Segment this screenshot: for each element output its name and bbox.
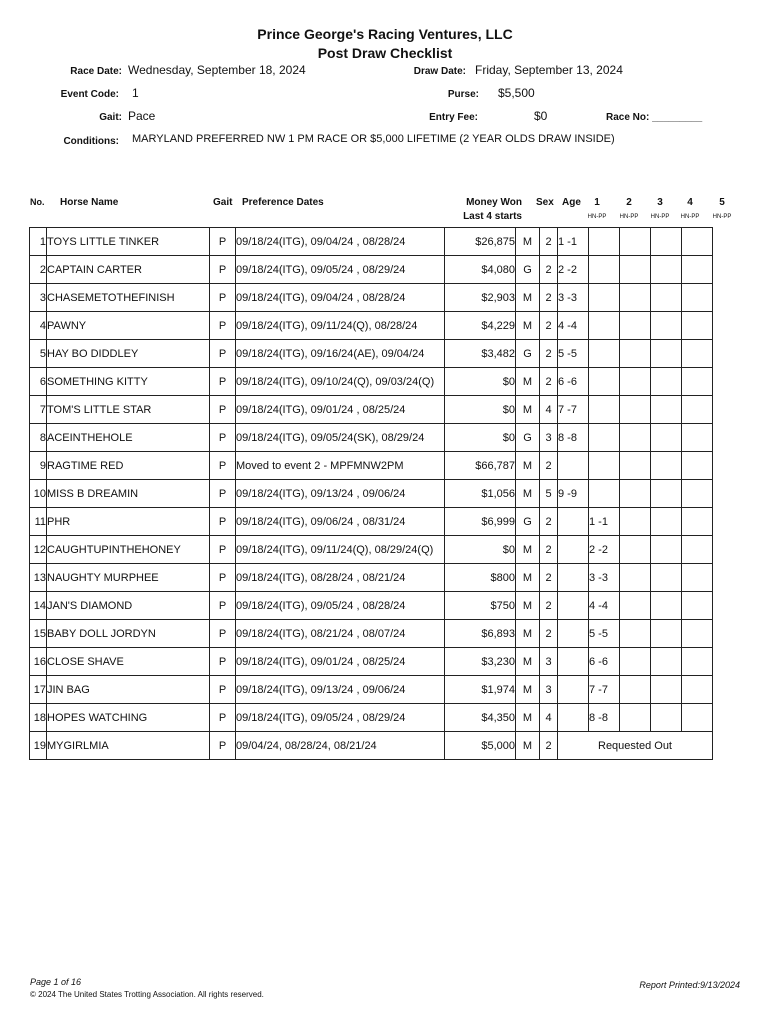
hn-pp-cell-5: [682, 704, 713, 732]
col-5-subheader: HN-PP: [712, 214, 732, 220]
preference-dates: 09/18/24(ITG), 09/11/24(Q), 08/29/24(Q): [236, 536, 445, 564]
hn-pp-cell-4: [651, 620, 682, 648]
gait-cell: P: [210, 536, 236, 564]
preference-dates: 09/18/24(ITG), 09/05/24 , 08/29/24: [236, 256, 445, 284]
hn-pp-cell-2: [589, 256, 620, 284]
horse-name: CAPTAIN CARTER: [47, 256, 210, 284]
col-2-subheader: HN-PP: [619, 214, 639, 220]
hn-pp-cell-1: [558, 704, 589, 732]
gait-cell: P: [210, 396, 236, 424]
preference-dates: 09/18/24(ITG), 08/28/24 , 08/21/24: [236, 564, 445, 592]
horse-name: BABY DOLL JORDYN: [47, 620, 210, 648]
hn-pp-cell-5: [682, 676, 713, 704]
hn-pp-cell-2: [589, 340, 620, 368]
row-number: 1: [30, 228, 47, 256]
sex-cell: M: [516, 536, 540, 564]
hn-pp-cell-3: [620, 564, 651, 592]
age-cell: 2: [540, 508, 558, 536]
horse-name: NAUGHTY MURPHEE: [47, 564, 210, 592]
hn-pp-cell-2: 3 -3: [589, 564, 620, 592]
hn-pp-cell-4: [651, 508, 682, 536]
sex-cell: M: [516, 620, 540, 648]
conditions-label: Conditions:: [63, 136, 119, 147]
sex-cell: M: [516, 732, 540, 760]
money-won: $4,080: [445, 256, 516, 284]
age-cell: 2: [540, 452, 558, 480]
hn-pp-cell-3: [620, 228, 651, 256]
hn-pp-cell-2: [589, 228, 620, 256]
hn-pp-cell-4: [651, 368, 682, 396]
hn-pp-cell-4: [651, 424, 682, 452]
horse-name: MYGIRLMIA: [47, 732, 210, 760]
money-won: $6,893: [445, 620, 516, 648]
hn-pp-cell-4: [651, 452, 682, 480]
hn-pp-cell-2: 6 -6: [589, 648, 620, 676]
money-won: $0: [445, 368, 516, 396]
hn-pp-cell-1: 6 -6: [558, 368, 589, 396]
row-number: 6: [30, 368, 47, 396]
money-won: $3,230: [445, 648, 516, 676]
row-number: 3: [30, 284, 47, 312]
preference-dates: 09/18/24(ITG), 09/16/24(AE), 09/04/24: [236, 340, 445, 368]
table-row: [30, 508, 713, 536]
preference-dates: 09/04/24, 08/28/24, 08/21/24: [236, 732, 445, 760]
table-row: [30, 312, 713, 340]
preference-dates: 09/18/24(ITG), 09/04/24 , 08/28/24: [236, 228, 445, 256]
hn-pp-cell-4: [651, 312, 682, 340]
hn-pp-cell-1: 8 -8: [558, 424, 589, 452]
hn-pp-cell-2: [589, 396, 620, 424]
hn-pp-cell-5: [682, 284, 713, 312]
hn-pp-cell-3: [620, 536, 651, 564]
hn-pp-cell-1: 3 -3: [558, 284, 589, 312]
preference-dates: 09/18/24(ITG), 09/13/24 , 09/06/24: [236, 676, 445, 704]
money-won: $4,350: [445, 704, 516, 732]
hn-pp-cell-3: [620, 284, 651, 312]
entries-table: [29, 227, 713, 760]
age-cell: 2: [540, 228, 558, 256]
money-won: $750: [445, 592, 516, 620]
table-row: [30, 228, 713, 256]
money-won: $1,056: [445, 480, 516, 508]
hn-pp-cell-4: [651, 592, 682, 620]
table-row: [30, 452, 713, 480]
sex-cell: M: [516, 452, 540, 480]
entries-table-body: [30, 228, 713, 760]
age-cell: 4: [540, 704, 558, 732]
hn-pp-cell-1: [558, 592, 589, 620]
table-row: [30, 648, 713, 676]
draw-date-label: Draw Date:: [413, 66, 466, 77]
hn-pp-cell-3: [620, 396, 651, 424]
money-won: $3,482: [445, 340, 516, 368]
row-number: 5: [30, 340, 47, 368]
sex-cell: G: [516, 508, 540, 536]
page-number: Page 1 of 16: [30, 977, 82, 987]
sex-cell: M: [516, 396, 540, 424]
age-cell: 2: [540, 564, 558, 592]
row-number: 13: [30, 564, 47, 592]
money-won: $6,999: [445, 508, 516, 536]
gait-cell: P: [210, 620, 236, 648]
row-number: 7: [30, 396, 47, 424]
organization-title: Prince George's Racing Ventures, LLC: [257, 26, 513, 42]
gait-cell: P: [210, 424, 236, 452]
preference-dates: 09/18/24(ITG), 09/11/24(Q), 08/28/24: [236, 312, 445, 340]
hn-pp-cell-3: [620, 480, 651, 508]
hn-pp-cell-5: [682, 592, 713, 620]
hn-pp-cell-2: [589, 480, 620, 508]
table-row: [30, 592, 713, 620]
table-row: [30, 732, 713, 760]
hn-pp-cell-1: 7 -7: [558, 396, 589, 424]
hn-pp-cell-1: 9 -9: [558, 480, 589, 508]
sex-cell: M: [516, 284, 540, 312]
preference-dates: 09/18/24(ITG), 09/10/24(Q), 09/03/24(Q): [236, 368, 445, 396]
table-row: [30, 620, 713, 648]
col-money-header: Money Won: [466, 197, 522, 208]
row-number: 15: [30, 620, 47, 648]
hn-pp-cell-1: [558, 564, 589, 592]
age-cell: 3: [540, 676, 558, 704]
table-row: [30, 424, 713, 452]
hn-pp-cell-1: [558, 536, 589, 564]
preference-dates: 09/18/24(ITG), 09/05/24(SK), 08/29/24: [236, 424, 445, 452]
age-cell: 3: [540, 424, 558, 452]
money-won: $5,000: [445, 732, 516, 760]
age-cell: 2: [540, 732, 558, 760]
row-number: 4: [30, 312, 47, 340]
row-number: 9: [30, 452, 47, 480]
hn-pp-cell-5: [682, 340, 713, 368]
sex-cell: M: [516, 648, 540, 676]
race-date-label: Race Date:: [70, 66, 122, 77]
preference-dates: 09/18/24(ITG), 09/13/24 , 09/06/24: [236, 480, 445, 508]
horse-name: ACEINTHEHOLE: [47, 424, 210, 452]
age-cell: 2: [540, 536, 558, 564]
hn-pp-cell-4: [651, 284, 682, 312]
hn-pp-cell-3: [620, 452, 651, 480]
horse-name: PHR: [47, 508, 210, 536]
horse-name: CHASEMETOTHEFINISH: [47, 284, 210, 312]
hn-pp-cell-1: [558, 452, 589, 480]
hn-pp-cell-5: [682, 480, 713, 508]
entry-fee-label: Entry Fee:: [429, 112, 478, 123]
money-won: $2,903: [445, 284, 516, 312]
col-1-header: 1: [594, 197, 600, 208]
hn-pp-cell-3: [620, 648, 651, 676]
sex-cell: G: [516, 340, 540, 368]
purse-value: $5,500: [498, 86, 535, 100]
hn-pp-cell-1: [558, 508, 589, 536]
table-row: [30, 676, 713, 704]
hn-pp-cell-5: [682, 312, 713, 340]
hn-pp-cell-4: [651, 256, 682, 284]
gait-cell: P: [210, 704, 236, 732]
row-number: 16: [30, 648, 47, 676]
hn-pp-cell-1: [558, 620, 589, 648]
sex-cell: M: [516, 592, 540, 620]
sex-cell: M: [516, 480, 540, 508]
hn-pp-cell-5: [682, 564, 713, 592]
money-won: $4,229: [445, 312, 516, 340]
money-won: $800: [445, 564, 516, 592]
gait-cell: P: [210, 648, 236, 676]
table-row: [30, 256, 713, 284]
money-won: $1,974: [445, 676, 516, 704]
gait-cell: P: [210, 340, 236, 368]
table-row: [30, 564, 713, 592]
gait-cell: P: [210, 256, 236, 284]
horse-name: HAY BO DIDDLEY: [47, 340, 210, 368]
age-cell: 2: [540, 620, 558, 648]
sex-cell: M: [516, 704, 540, 732]
horse-name: SOMETHING KITTY: [47, 368, 210, 396]
money-won: $26,875: [445, 228, 516, 256]
hn-pp-cell-3: [620, 312, 651, 340]
age-cell: 5: [540, 480, 558, 508]
sex-cell: M: [516, 564, 540, 592]
horse-name: TOM'S LITTLE STAR: [47, 396, 210, 424]
row-number: 12: [30, 536, 47, 564]
hn-pp-cell-5: [682, 396, 713, 424]
money-won: $0: [445, 536, 516, 564]
race-date-value: Wednesday, September 18, 2024: [128, 63, 306, 77]
hn-pp-cell-3: [620, 620, 651, 648]
hn-pp-cell-2: [589, 368, 620, 396]
hn-pp-cell-2: [589, 312, 620, 340]
sex-cell: G: [516, 424, 540, 452]
gait-cell: P: [210, 732, 236, 760]
hn-pp-cell-1: 2 -2: [558, 256, 589, 284]
col-4-subheader: HN-PP: [680, 214, 700, 220]
hn-pp-cell-4: [651, 340, 682, 368]
hn-pp-cell-2: 2 -2: [589, 536, 620, 564]
hn-pp-cell-3: [620, 368, 651, 396]
hn-pp-cell-4: [651, 228, 682, 256]
horse-name: CAUGHTUPINTHEHONEY: [47, 536, 210, 564]
gait-cell: P: [210, 564, 236, 592]
preference-dates: 09/18/24(ITG), 09/01/24 , 08/25/24: [236, 396, 445, 424]
col-4-header: 4: [687, 197, 693, 208]
horse-name: JAN'S DIAMOND: [47, 592, 210, 620]
hn-pp-cell-5: [682, 452, 713, 480]
entry-fee-value: $0: [534, 109, 548, 123]
gait-cell: P: [210, 312, 236, 340]
horse-name: JIN BAG: [47, 676, 210, 704]
money-won: $0: [445, 396, 516, 424]
hn-pp-cell-3: [620, 676, 651, 704]
col-1-subheader: HN-PP: [587, 214, 607, 220]
hn-pp-cell-4: [651, 648, 682, 676]
hn-pp-cell-2: 7 -7: [589, 676, 620, 704]
money-won: $66,787: [445, 452, 516, 480]
hn-pp-cell-2: 4 -4: [589, 592, 620, 620]
event-code-label: Event Code:: [60, 89, 119, 100]
col-3-header: 3: [657, 197, 663, 208]
row-number: 11: [30, 508, 47, 536]
event-code-value: 1: [132, 86, 139, 100]
age-cell: 4: [540, 396, 558, 424]
row-number: 17: [30, 676, 47, 704]
copyright-notice: © 2024 The United States Trotting Association. All rights reserved.: [30, 990, 264, 999]
gait-cell: P: [210, 368, 236, 396]
horse-name: MISS B DREAMIN: [47, 480, 210, 508]
hn-pp-cell-2: [589, 452, 620, 480]
col-pref-header: Preference Dates: [242, 197, 324, 208]
gait-label: Gait:: [99, 112, 122, 123]
preference-dates: 09/18/24(ITG), 09/05/24 , 08/29/24: [236, 704, 445, 732]
col-2-header: 2: [626, 197, 632, 208]
hn-pp-cell-1: 1 -1: [558, 228, 589, 256]
row-number: 8: [30, 424, 47, 452]
hn-pp-cell-4: [651, 564, 682, 592]
col-money-subheader: Last 4 starts: [463, 211, 522, 222]
gait-cell: P: [210, 480, 236, 508]
col-sex-header: Sex: [536, 197, 554, 208]
age-cell: 2: [540, 312, 558, 340]
gait-cell: P: [210, 452, 236, 480]
row-number: 2: [30, 256, 47, 284]
gait-cell: P: [210, 508, 236, 536]
preference-dates: 09/18/24(ITG), 08/21/24 , 08/07/24: [236, 620, 445, 648]
table-row: [30, 536, 713, 564]
age-cell: 3: [540, 648, 558, 676]
hn-pp-cell-3: [620, 592, 651, 620]
row-number: 19: [30, 732, 47, 760]
hn-pp-cell-3: [620, 704, 651, 732]
hn-pp-cell-2: [589, 424, 620, 452]
hn-pp-cell-3: [620, 256, 651, 284]
age-cell: 2: [540, 368, 558, 396]
page-title: Post Draw Checklist: [317, 45, 453, 61]
row-number: 18: [30, 704, 47, 732]
preference-dates: 09/18/24(ITG), 09/06/24 , 08/31/24: [236, 508, 445, 536]
hn-pp-cell-5: [682, 536, 713, 564]
hn-pp-cell-5: [682, 648, 713, 676]
hn-pp-cell-2: 1 -1: [589, 508, 620, 536]
hn-pp-cell-4: [651, 704, 682, 732]
horse-name: PAWNY: [47, 312, 210, 340]
hn-pp-cell-5: [682, 424, 713, 452]
race-no-field: Race No: _________: [606, 112, 703, 123]
sex-cell: M: [516, 368, 540, 396]
sex-cell: M: [516, 228, 540, 256]
conditions-value: MARYLAND PREFERRED NW 1 PM RACE OR $5,000 LIFETIME (2 YEAR OLDS DRAW INSIDE): [132, 133, 615, 145]
table-row: [30, 284, 713, 312]
row-number: 10: [30, 480, 47, 508]
hn-pp-cell-3: [620, 508, 651, 536]
hn-pp-cell-4: [651, 480, 682, 508]
money-won: $0: [445, 424, 516, 452]
preference-dates: 09/18/24(ITG), 09/01/24 , 08/25/24: [236, 648, 445, 676]
sex-cell: G: [516, 256, 540, 284]
age-cell: 2: [540, 340, 558, 368]
purse-label: Purse:: [447, 89, 479, 100]
sex-cell: M: [516, 312, 540, 340]
table-row: [30, 704, 713, 732]
hn-pp-cell-2: 8 -8: [589, 704, 620, 732]
hn-pp-cell-1: [558, 648, 589, 676]
hn-pp-cell-5: [682, 620, 713, 648]
gait-cell: P: [210, 284, 236, 312]
hn-pp-cell-5: [682, 256, 713, 284]
hn-pp-cell-1: [558, 676, 589, 704]
hn-pp-cell-5: [682, 368, 713, 396]
horse-name: HOPES WATCHING: [47, 704, 210, 732]
hn-pp-cell-5: [682, 508, 713, 536]
hn-pp-cell-2: 5 -5: [589, 620, 620, 648]
col-gait-header: Gait: [213, 197, 233, 208]
age-cell: 2: [540, 592, 558, 620]
col-age-header: Age: [562, 197, 581, 208]
hn-pp-cell-4: [651, 676, 682, 704]
hn-pp-cell-1: 4 -4: [558, 312, 589, 340]
row-number: 14: [30, 592, 47, 620]
hn-pp-cell-4: [651, 536, 682, 564]
col-no-header: No.: [30, 197, 45, 207]
gait-value: Pace: [128, 109, 156, 123]
table-row: [30, 340, 713, 368]
gait-cell: P: [210, 676, 236, 704]
horse-name: TOYS LITTLE TINKER: [47, 228, 210, 256]
age-cell: 2: [540, 256, 558, 284]
hn-pp-cell-3: [620, 424, 651, 452]
hn-pp-cell-4: [651, 396, 682, 424]
preference-dates: Moved to event 2 - MPFMNW2PM: [236, 452, 445, 480]
gait-cell: P: [210, 592, 236, 620]
horse-name: CLOSE SHAVE: [47, 648, 210, 676]
hn-pp-cell-2: [589, 284, 620, 312]
gait-cell: P: [210, 228, 236, 256]
col-5-header: 5: [719, 197, 725, 208]
sex-cell: M: [516, 676, 540, 704]
col-3-subheader: HN-PP: [650, 214, 670, 220]
table-row: [30, 368, 713, 396]
table-row: [30, 480, 713, 508]
draw-date-value: Friday, September 13, 2024: [475, 63, 623, 77]
table-row: [30, 396, 713, 424]
age-cell: 2: [540, 284, 558, 312]
hn-pp-cell-5: [682, 228, 713, 256]
report-printed-date: Report Printed:9/13/2024: [639, 980, 740, 990]
horse-name: RAGTIME RED: [47, 452, 210, 480]
requested-out-note: Requested Out: [558, 732, 713, 760]
hn-pp-cell-3: [620, 340, 651, 368]
hn-pp-cell-1: 5 -5: [558, 340, 589, 368]
preference-dates: 09/18/24(ITG), 09/05/24 , 08/28/24: [236, 592, 445, 620]
preference-dates: 09/18/24(ITG), 09/04/24 , 08/28/24: [236, 284, 445, 312]
col-horse-header: Horse Name: [60, 197, 119, 208]
